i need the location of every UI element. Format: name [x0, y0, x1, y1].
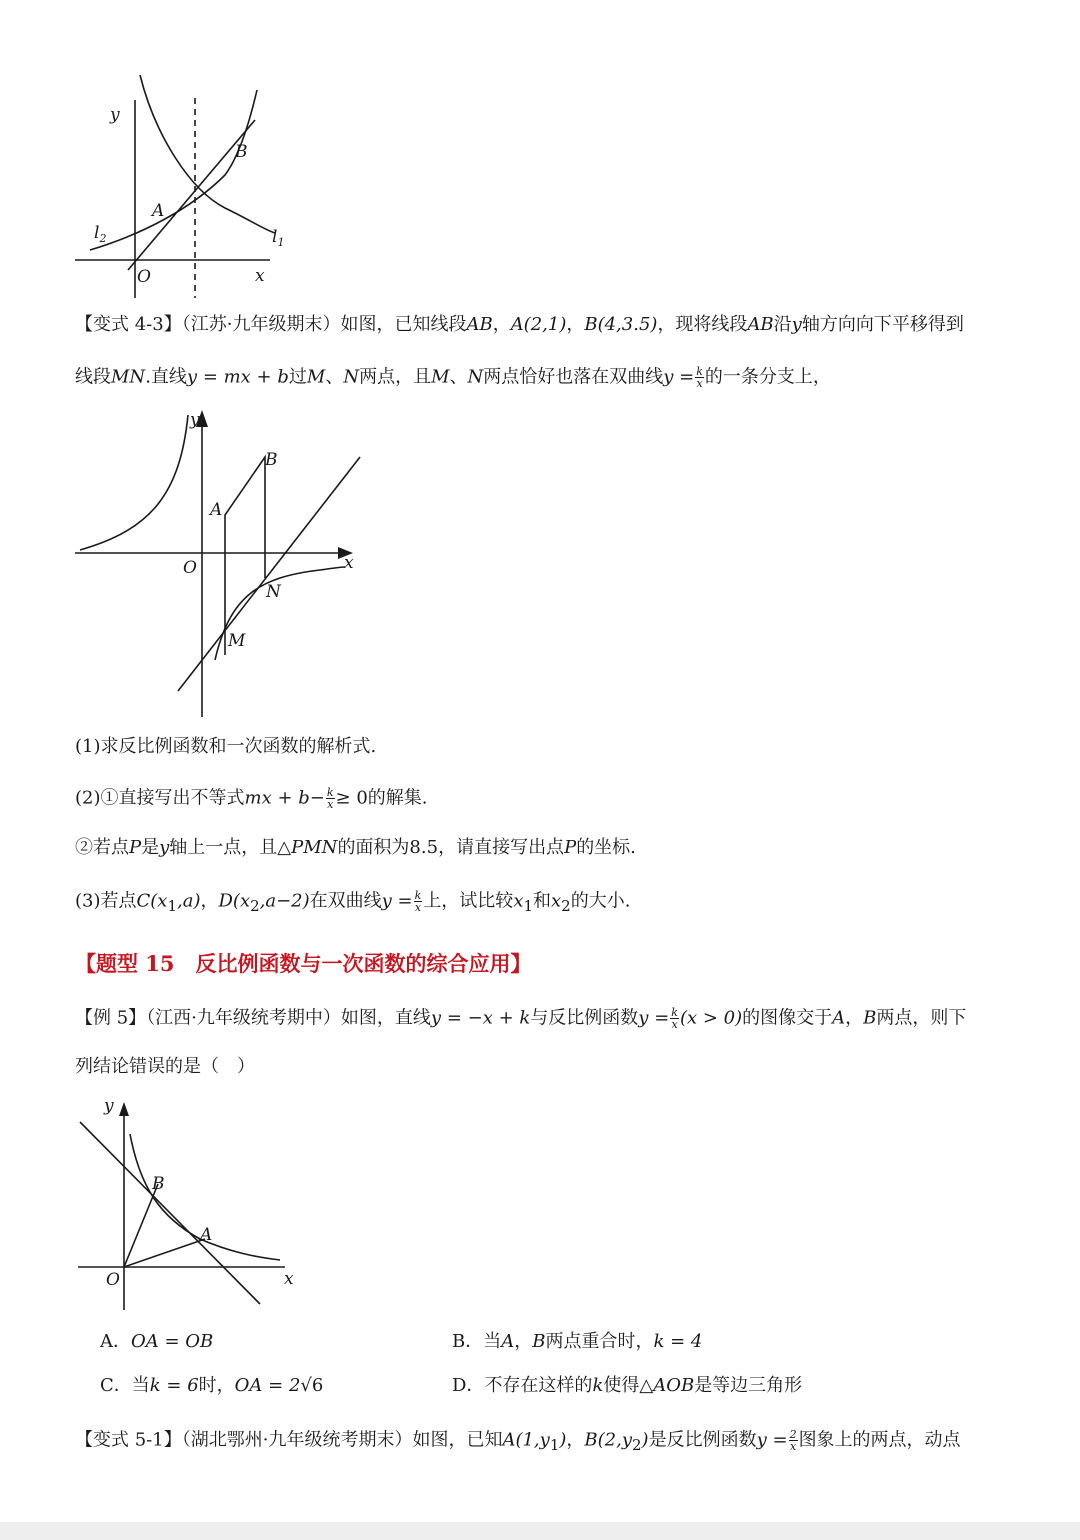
figure-3-graph: [70, 1092, 310, 1317]
sub2a-fraction: $\frac{k}{x}$: [326, 786, 334, 811]
fig2-label-B: B: [265, 450, 278, 470]
fig2-label-y: y: [190, 410, 200, 430]
fig1-label-B: B: [235, 142, 248, 162]
fig3-segment-ob: [124, 1184, 158, 1267]
fig2-segment-ab: [225, 457, 265, 655]
q43-line-1: 【变式 4-3】（江苏·九年级期末）如图，已知线段AB，A(2,1)，B(4,3.5)，现将线段AB沿y轴方向向下平移得到: [75, 314, 964, 335]
fig2-label-A: A: [210, 500, 223, 520]
fig2-line-mn: [178, 457, 360, 691]
fig1-label-l2: $l_2$: [94, 223, 107, 245]
ex5-line-2: 列结论错误的是（ ）: [75, 1056, 255, 1077]
figure-2-graph: [70, 405, 370, 725]
fig3-label-O: O: [106, 1270, 120, 1290]
option-b: B．当A，B两点重合时，k = 4: [452, 1331, 703, 1352]
ex5-line-1: 【例 5】（江西·九年级统考期中）如图，直线y = −x + k与反比例函数y = $\frac{k}{x}$ (x > 0)的图像交于A，B两点，则下: [75, 1006, 967, 1031]
section-title: 【题型 15 反比例函数与一次函数的综合应用】: [75, 951, 532, 976]
sub-question-3: (3)若点$C(x_1,a)$，$D(x_2,a-2)$在双曲线y = $\frac{k}{x}$ 上，试比较$x_1$和$x_2$的大小.: [75, 889, 631, 916]
sub-question-1: (1)求反比例函数和一次函数的解析式.: [75, 736, 377, 757]
fig3-label-B: B: [152, 1174, 165, 1194]
figure-1-graph: [70, 70, 300, 305]
fig3-label-A: A: [200, 1225, 213, 1245]
fig2-label-O: O: [183, 558, 197, 578]
fig2-label-M: M: [228, 631, 246, 651]
q43-tag: 【变式 4-3】: [75, 314, 182, 335]
sub-question-2b: ②若点P是y轴上一点，且△PMN的面积为8.5，请直接写出点P的坐标.: [75, 837, 636, 858]
fig3-label-y: y: [104, 1096, 114, 1116]
fig3-y-arrow: [119, 1102, 129, 1116]
option-c: C．当k = 6时，OA = 2√6: [100, 1375, 324, 1396]
fig1-label-x: x: [255, 266, 265, 286]
fig1-label-y: y: [110, 105, 120, 125]
q43-line-2: 线段MN.直线y = mx + b过M、N两点，且M、N两点恰好也落在双曲线y = $\frac{k}{x}$ 的一条分支上，: [75, 365, 831, 390]
fig3-segment-oa: [124, 1239, 205, 1267]
fig1-label-l1: $l_1$: [272, 227, 285, 249]
fig2-label-N: N: [266, 582, 281, 602]
q43-fraction: $\frac{k}{x}$: [696, 365, 703, 390]
fig2-curve-left: [80, 415, 188, 550]
q51-tag: 【变式 5-1】: [75, 1429, 182, 1451]
fig1-label-A: A: [152, 201, 165, 221]
sub3-fraction: $\frac{k}{x}$: [414, 889, 422, 914]
q51-fraction: $\frac{2}{x}$: [789, 1428, 797, 1453]
bottom-edge: [0, 1522, 1080, 1540]
fig3-label-x: x: [284, 1269, 294, 1289]
option-a: A．OA = OB: [100, 1331, 214, 1352]
option-d: D．不存在这样的k使得△AOB是等边三角形: [452, 1375, 803, 1396]
sub-question-2a: (2)①直接写出不等式mx + b− $\frac{k}{x}$ ≥ 0的解集.: [75, 786, 428, 811]
fig1-label-O: O: [137, 267, 151, 287]
ex5-fraction: $\frac{k}{x}$: [671, 1006, 678, 1031]
fig2-label-x: x: [344, 553, 354, 573]
q51-line-1: 【变式 5-1】（湖北鄂州·九年级统考期末）如图，已知$A(1,y_1)$，$B(2,y_2)$是反比例函数y = $\frac{2}{x}$ 图象上的两点，动点: [75, 1428, 961, 1455]
ex5-tag: 【例 5】: [75, 1007, 147, 1029]
